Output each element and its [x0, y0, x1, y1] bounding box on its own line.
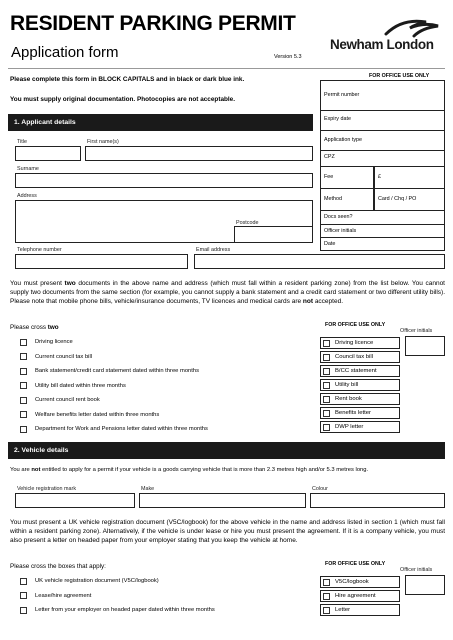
document-checklist — [20, 335, 208, 437]
surname-label: Surname — [17, 166, 39, 172]
office-vehicle-letter[interactable]: Letter — [320, 604, 400, 616]
vehicle-reg-label: Vehicle registration mark — [17, 486, 77, 492]
vehicle-option-v5c[interactable]: UK vehicle registration document (V5C/logbook) — [20, 574, 215, 589]
first-names-label: First name(s) — [87, 139, 119, 145]
section1-header: 1. Applicant details — [8, 114, 313, 131]
office-use-table — [320, 80, 445, 251]
vehicle-office-checklist — [320, 576, 400, 618]
office-doc-council-tax[interactable]: Council tax bill — [320, 351, 400, 363]
checkbox-icon[interactable] — [323, 354, 330, 361]
postcode-label: Postcode — [236, 220, 259, 226]
checkbox-icon[interactable] — [20, 397, 27, 404]
docs-officer-initials: Officer initials — [400, 328, 433, 334]
title-field[interactable] — [15, 146, 81, 161]
intro-instruction: Please complete this form in BLOCK CAPITALS and in black or dark blue ink. — [10, 76, 245, 83]
office-date: Date — [320, 238, 445, 251]
office-fee-value: £ — [374, 167, 445, 189]
office-application-type: Application type — [320, 131, 445, 151]
vehicle-option-lease[interactable]: Lease/hire agreement — [20, 589, 215, 604]
office-doc-dwp-letter[interactable]: DWP letter — [320, 421, 400, 433]
office-method: Method — [320, 189, 374, 211]
vehicle-document-instructions: You must present a UK vehicle registration document (V5C/logbook) for the above vehicle in the name and address listed in section 1 (which must fall within a resident parking zone). Alternatively, if the vehicle is under lease or hire you must present the agreement. If it is a company vehicle, you must also present a letter on headed paper from your employer stating that you keep the vehicle at home. — [10, 519, 445, 544]
checkbox-icon[interactable] — [323, 368, 330, 375]
doc-option-driving-licence[interactable]: Driving licence — [20, 335, 208, 350]
office-vehicle-hire[interactable]: Hire agreement — [320, 590, 400, 602]
office-vehicle-v5c[interactable]: V5C/logbook — [320, 576, 400, 588]
checkbox-icon[interactable] — [323, 607, 330, 614]
version-label: Version 5.3 — [274, 54, 302, 60]
vehicle-officer-initials: Officer initials — [400, 567, 433, 573]
office-use-header: FOR OFFICE USE ONLY — [369, 73, 430, 79]
doc-option-council-tax[interactable]: Current council tax bill — [20, 350, 208, 365]
email-field[interactable] — [194, 254, 445, 269]
checkbox-icon[interactable] — [323, 579, 330, 586]
title-label: Title — [17, 139, 27, 145]
checkbox-icon[interactable] — [20, 382, 27, 389]
office-docs-seen: Docs seen? — [320, 211, 445, 225]
surname-field[interactable] — [15, 173, 313, 188]
vehicle-notice: You are not entitled to apply for a permit if your vehicle is a goods carrying vehicle that is more than 2.3 metres high and/or 5.3 metres long. — [10, 467, 369, 473]
doc-option-rent-book[interactable]: Current council rent book — [20, 393, 208, 408]
checkbox-icon[interactable] — [323, 382, 330, 389]
address-label: Address — [17, 193, 37, 199]
documents-instructions: You must present two documents in the above name and address (which must fall within a resident parking zone) from the list below. You cannot supply two documents from the same section (for example, you cannot supply a bank statement and a credit card statement or two different utility bills). Please note that mobile phone bills, vehicle/insurance documents, TV licences and medical cards are not accepted. — [10, 280, 445, 305]
vehicle-reg-field[interactable] — [15, 493, 135, 508]
vehicle-officer-initials-field[interactable] — [405, 575, 445, 595]
vehicle-colour-field[interactable] — [310, 493, 445, 508]
vehicle-colour-label: Colour — [312, 486, 328, 492]
office-expiry-date: Expiry date — [320, 111, 445, 131]
first-names-field[interactable] — [85, 146, 313, 161]
checkbox-icon[interactable] — [20, 368, 27, 375]
telephone-field[interactable] — [15, 254, 188, 269]
vehicle-document-checklist — [20, 574, 215, 618]
checkbox-icon[interactable] — [323, 396, 330, 403]
header-divider — [8, 68, 445, 69]
office-doc-bcc-statement[interactable]: B/CC statement — [320, 365, 400, 377]
office-officer-initials: Officer initials — [320, 225, 445, 238]
docs-officer-initials-field[interactable] — [405, 336, 445, 356]
vehicle-option-employer-letter[interactable]: Letter from your employer on headed paper dated within three months — [20, 603, 215, 618]
vehicle-office-header: FOR OFFICE USE ONLY — [325, 561, 386, 567]
office-method-options: Card / Chq / PO — [374, 189, 445, 211]
form-title: RESIDENT PARKING PERMIT — [10, 12, 296, 35]
checkbox-icon[interactable] — [323, 410, 330, 417]
office-doc-benefits-letter[interactable]: Benefits letter — [320, 407, 400, 419]
checkbox-icon[interactable] — [20, 426, 27, 433]
office-cpz: CPZ — [320, 151, 445, 167]
doc-option-bank-statement[interactable]: Bank statement/credit card statement dated within three months — [20, 364, 208, 379]
newham-logo-text: Newham London — [330, 37, 434, 52]
doc-option-utility-bill[interactable]: Utility bill dated within three months — [20, 379, 208, 394]
office-doc-driving-licence[interactable]: Driving licence — [320, 337, 400, 349]
checkbox-icon[interactable] — [20, 353, 27, 360]
checkbox-icon[interactable] — [20, 411, 27, 418]
intro-documentation: You must supply original documentation. Photocopies are not acceptable. — [10, 96, 236, 103]
checkbox-icon[interactable] — [20, 578, 27, 585]
vehicle-make-field[interactable] — [139, 493, 306, 508]
cross-boxes-apply-label: Please cross the boxes that apply: — [10, 563, 106, 570]
checkbox-icon[interactable] — [323, 424, 330, 431]
doc-option-welfare-letter[interactable]: Welfare benefits letter dated within three months — [20, 408, 208, 423]
section2-header: 2. Vehicle details — [8, 442, 445, 459]
office-doc-rent-book[interactable]: Rent book — [320, 393, 400, 405]
postcode-field[interactable] — [234, 226, 313, 243]
email-label: Email address — [196, 247, 231, 253]
doc-option-dwp-letter[interactable]: Department for Work and Pensions letter dated within three months — [20, 422, 208, 437]
office-doc-utility-bill[interactable]: Utility bill — [320, 379, 400, 391]
checkbox-icon[interactable] — [323, 593, 330, 600]
checkbox-icon[interactable] — [20, 339, 27, 346]
telephone-label: Telephone number — [17, 247, 62, 253]
checkbox-icon[interactable] — [323, 340, 330, 347]
docs-office-header: FOR OFFICE USE ONLY — [325, 322, 386, 328]
office-permit-number: Permit number — [320, 81, 445, 111]
form-subtitle: Application form — [11, 44, 119, 61]
checkbox-icon[interactable] — [20, 607, 27, 614]
checkbox-icon[interactable] — [20, 592, 27, 599]
cross-two-boxes-label: Please cross two — [10, 324, 59, 331]
office-fee: Fee — [320, 167, 374, 189]
docs-office-checklist — [320, 337, 400, 435]
vehicle-make-label: Make — [141, 486, 155, 492]
